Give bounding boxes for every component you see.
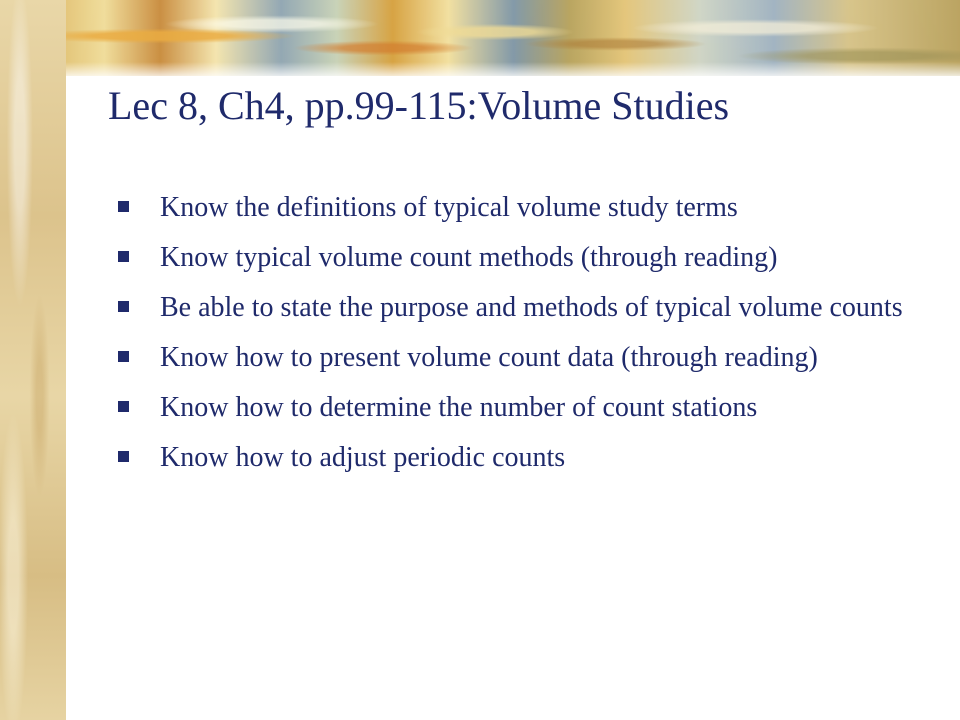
bullet-item [118,440,918,476]
bullet-text: Know typical volume count methods (through reading) [160,242,778,273]
square-bullet-icon [118,401,129,412]
top-decorative-banner [0,0,960,76]
square-bullet-icon [118,201,129,212]
slide-title: Lec 8, Ch4, pp.99-115:Volume Studies [108,83,730,128]
bullet-item [118,340,918,376]
bullet-item [118,390,918,426]
bullet-item [118,240,918,276]
square-bullet-icon [118,351,129,362]
bullet-item [118,290,918,326]
bullet-text: Know how to determine the number of count stations [160,392,758,423]
square-bullet-icon [118,301,129,312]
bullet-text: Know the definitions of typical volume study terms [160,192,738,223]
bullet-text: Know how to present volume count data (through reading) [160,342,818,373]
bullet-text: Know how to adjust periodic counts [160,442,566,473]
bullet-list [118,190,918,490]
left-parchment-strip [0,0,66,720]
bullet-item [118,190,918,226]
square-bullet-icon [118,451,129,462]
square-bullet-icon [118,251,129,262]
bullet-text: Be able to state the purpose and methods of typical volume counts [160,292,903,323]
